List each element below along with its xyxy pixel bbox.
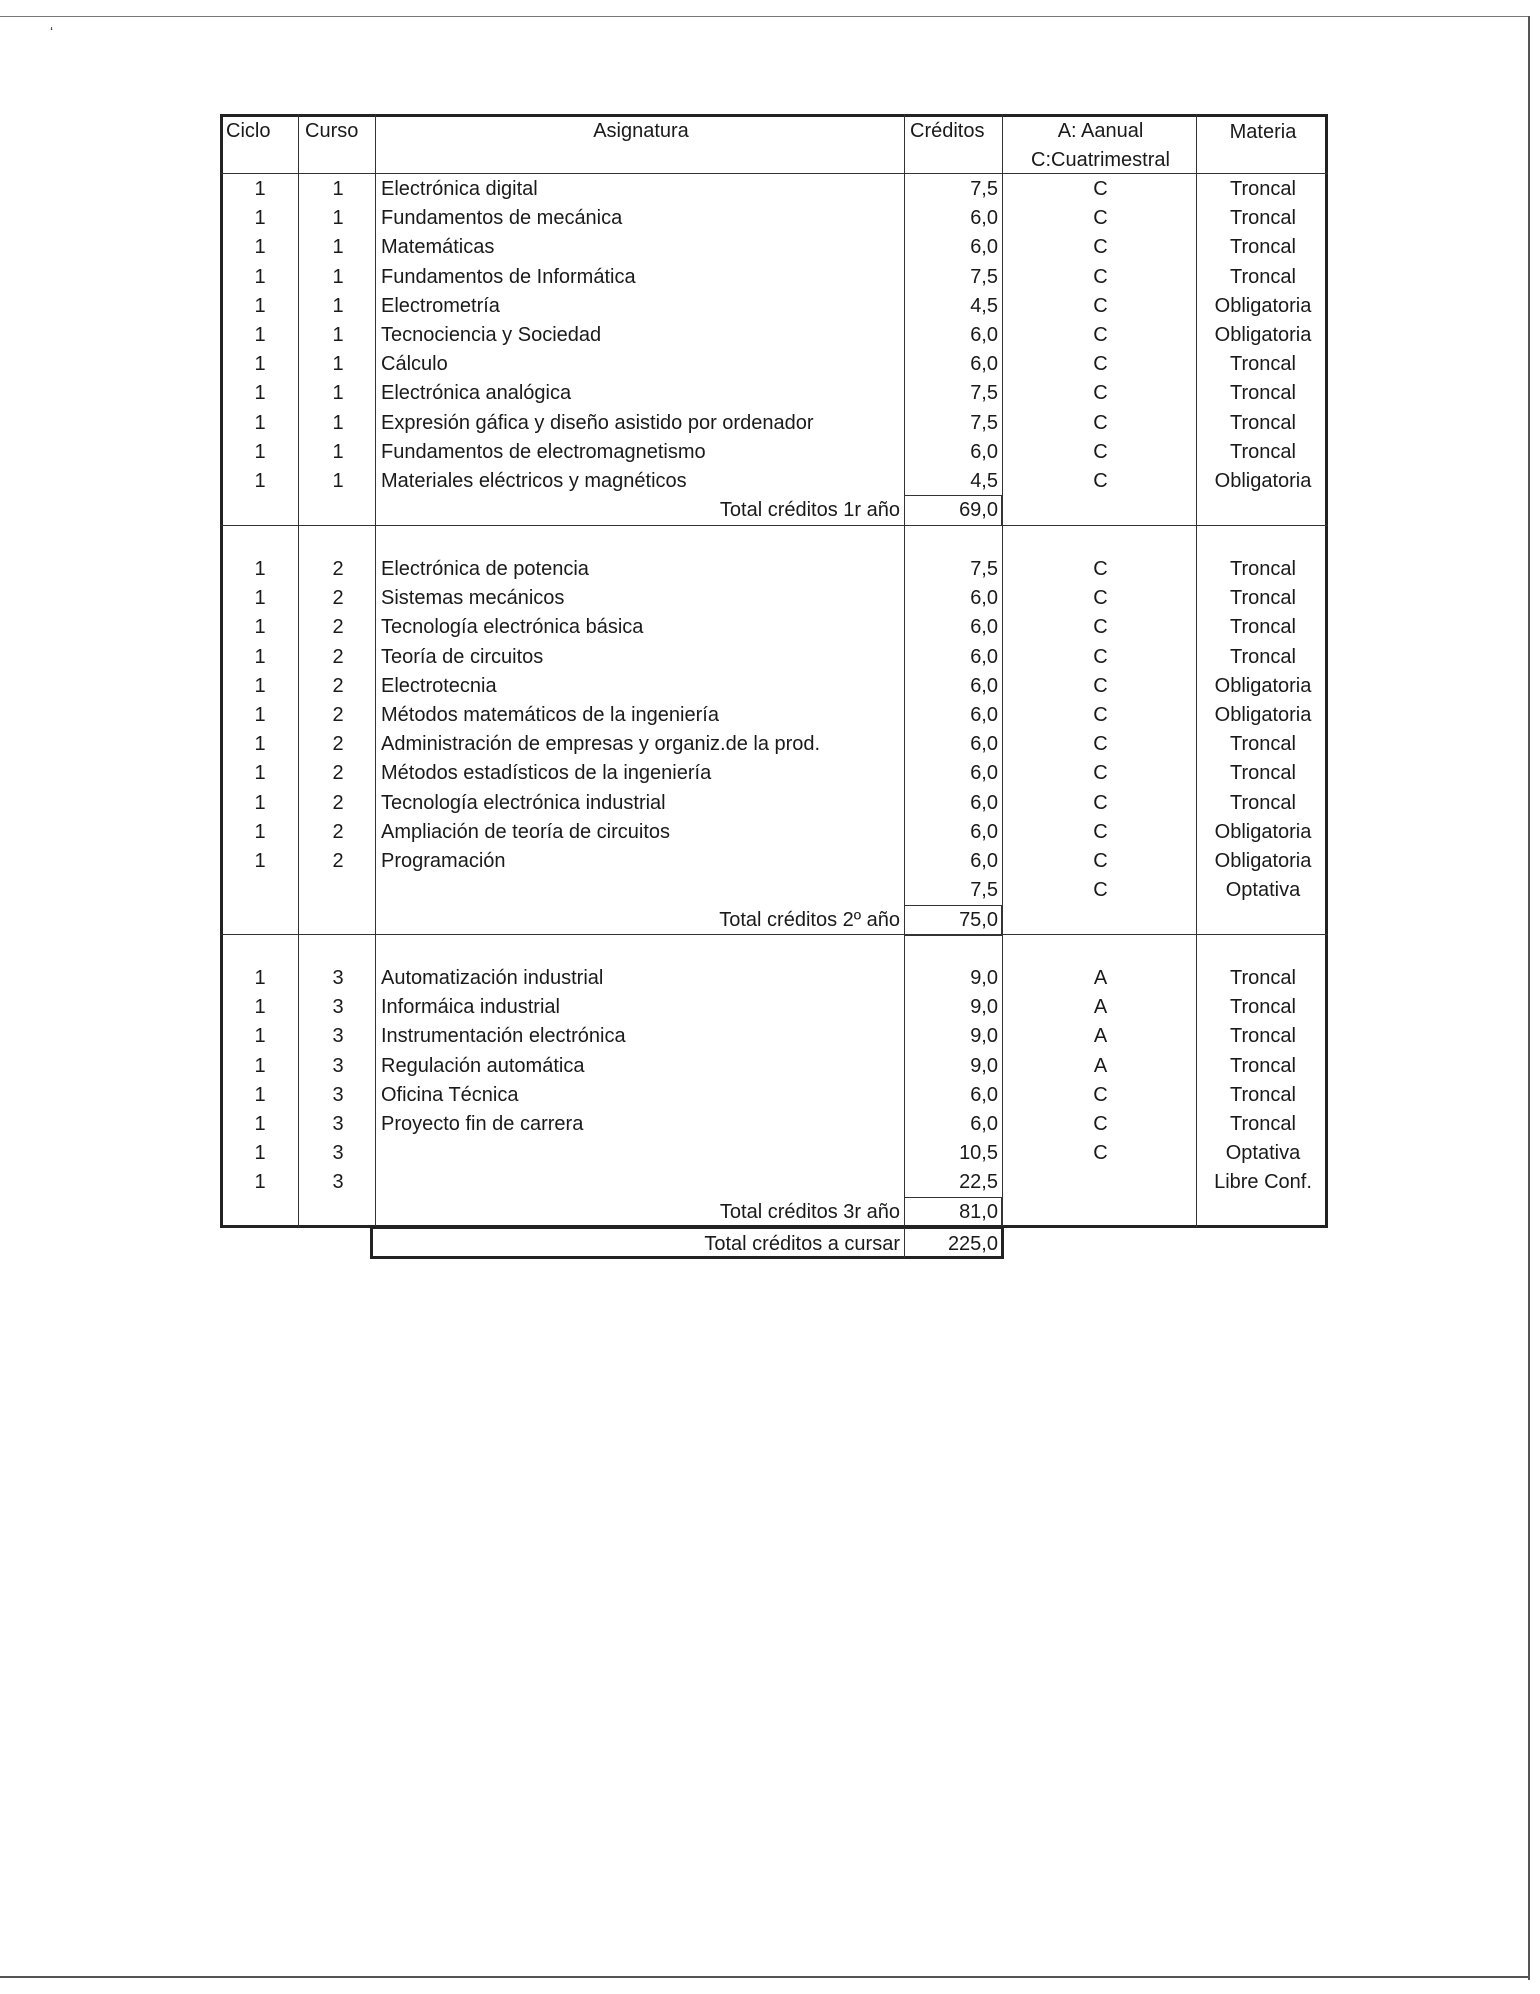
cell-materia: Troncal [1230,791,1296,814]
cell-asignatura [381,1139,901,1168]
cell-curso: 2 [332,791,344,814]
cell-curso: 3 [332,996,344,1019]
cell-materia: Obligatoria [1214,294,1312,317]
cell-materia: Troncal [1230,353,1296,376]
cell-curso: 3 [332,1054,344,1077]
cell-materia: Troncal [1230,616,1296,639]
header-curso: Curso [305,120,359,142]
cell-creditos: 4,5 [970,470,998,492]
cell-asignatura [381,1168,901,1197]
cell-ciclo: 1 [254,178,266,200]
cell-materia: Troncal [1230,236,1296,259]
year1-bottom-rule [220,525,1328,526]
cell-creditos: 10,5 [959,1142,998,1165]
cell-ciclo [220,876,300,905]
page-bottom-edge [0,1976,1529,1978]
cell-tipo: A [1093,967,1108,989]
cell-creditos: 4,5 [970,294,998,317]
cell-creditos: 6,0 [970,236,998,259]
cell-materia: Troncal [1230,207,1296,230]
cell-tipo: C [1093,674,1108,697]
cell-creditos: 6,0 [970,1113,998,1135]
header-asignatura: Asignatura [593,120,689,142]
cell-creditos: 6,0 [970,324,998,346]
cell-tipo: C [1093,382,1108,405]
cell-materia: Troncal [1230,996,1296,1019]
cell-asignatura: Ampliación de teoría de circuitos [381,820,671,843]
total-year1-value: 69,0 [959,499,998,521]
cell-ciclo: 1 [254,1054,266,1077]
cell-asignatura: Materiales eléctricos y magnéticos [381,470,687,492]
cell-asignatura: Sistemas mecánicos [381,587,565,610]
cell-creditos: 9,0 [970,1025,998,1048]
cell-materia: Troncal [1230,265,1296,288]
cell-tipo: C [1093,294,1108,317]
cell-curso: 1 [332,353,344,376]
cell-materia: Obligatoria [1214,850,1312,872]
cell-materia: Troncal [1230,733,1296,756]
header-ciclo: Ciclo [226,120,271,142]
cell-asignatura: Fundamentos de mecánica [381,207,623,230]
cell-creditos: 6,0 [970,645,998,668]
cell-materia: Obligatoria [1214,324,1312,346]
cell-tipo: C [1093,762,1108,785]
cell-creditos: 9,0 [970,1054,998,1077]
cell-asignatura: Electrónica digital [381,178,538,200]
cell-materia: Troncal [1230,1083,1296,1106]
cell-materia: Obligatoria [1214,820,1312,843]
cell-tipo: C [1093,587,1108,610]
cell-materia: Optativa [1225,879,1301,902]
cell-materia: Troncal [1230,1054,1296,1077]
cell-curso: 3 [332,967,344,989]
cell-tipo: C [1093,558,1108,580]
cell-tipo: C [1093,791,1108,814]
cell-ciclo: 1 [254,820,266,843]
cell-tipo: C [1093,1142,1108,1165]
col-divider-asignatura [904,114,905,1228]
cell-asignatura: Fundamentos de Informática [381,265,636,288]
cell-asignatura: Cálculo [381,353,448,376]
cell-creditos: 6,0 [970,587,998,610]
cell-curso: 2 [332,645,344,668]
cell-tipo: C [1093,879,1108,902]
header-tipo-line2: C:Cuatrimestral [1031,149,1170,171]
cell-creditos: 22,5 [959,1171,998,1194]
cell-curso: 1 [332,411,344,434]
cell-curso: 3 [332,1113,344,1135]
total-year3-label: Total créditos 3r año [719,1201,900,1223]
header-materia: Materia [1229,121,1297,143]
cell-creditos: 6,0 [970,674,998,697]
cell-asignatura: Métodos matemáticos de la ingeniería [381,704,719,726]
cell-ciclo: 1 [254,1142,266,1165]
cell-asignatura: Tecnociencia y Sociedad [381,324,602,346]
cell-creditos: 9,0 [970,967,998,989]
cell-asignatura: Electrónica analógica [381,382,572,405]
cell-curso [300,876,376,905]
cell-curso: 2 [332,820,344,843]
cell-curso: 1 [332,382,344,405]
cell-creditos: 6,0 [970,1083,998,1106]
cell-creditos: 7,5 [970,879,998,902]
cell-creditos: 6,0 [970,762,998,785]
cell-asignatura: Administración de empresas y organiz.de la prod. [381,733,821,756]
cell-creditos: 6,0 [970,704,998,726]
cell-tipo: C [1093,645,1108,668]
header-tipo-line1: A: Aanual [1057,120,1144,142]
cell-asignatura: Oficina Técnica [381,1083,519,1106]
cell-tipo: A [1093,1025,1108,1048]
cell-asignatura: Expresión gáfica y diseño asistido por ordenador [381,411,814,434]
cell-ciclo: 1 [254,558,266,580]
cell-curso: 2 [332,587,344,610]
cell-tipo: C [1093,236,1108,259]
cell-ciclo: 1 [254,762,266,785]
total-year1-label: Total créditos 1r año [719,499,900,521]
cell-tipo: C [1093,1083,1108,1106]
grand-total-box [370,1226,1004,1259]
cell-creditos: 6,0 [970,733,998,756]
grand-total-label: Total créditos a cursar [704,1233,900,1255]
cell-materia: Troncal [1230,762,1296,785]
cell-tipo: C [1093,440,1108,463]
total-year2-box [904,905,1002,936]
header-creditos: Créditos [910,120,985,142]
cell-materia: Troncal [1230,382,1296,405]
scan-mark: ʻ [50,24,54,40]
cell-ciclo: 1 [254,674,266,697]
cell-materia: Troncal [1230,558,1296,580]
cell-asignatura: Informáica industrial [381,996,560,1019]
cell-tipo: C [1093,733,1108,756]
year2-bottom-rule [220,934,1328,935]
cell-creditos: 9,0 [970,996,998,1019]
cell-ciclo: 1 [254,850,266,872]
cell-asignatura [381,876,901,905]
cell-materia: Optativa [1225,1142,1301,1165]
cell-tipo: C [1093,1113,1108,1135]
cell-ciclo: 1 [254,294,266,317]
cell-asignatura: Métodos estadísticos de la ingeniería [381,762,712,785]
cell-curso: 2 [332,674,344,697]
cell-materia: Obligatoria [1214,674,1312,697]
cell-curso: 2 [332,733,344,756]
cell-ciclo: 1 [254,1113,266,1135]
cell-tipo: A [1093,1054,1108,1077]
cell-materia: Troncal [1230,967,1296,989]
cell-tipo [1003,1168,1198,1197]
cell-curso: 1 [332,440,344,463]
cell-ciclo: 1 [254,996,266,1019]
cell-curso: 1 [332,178,344,200]
cell-creditos: 7,5 [970,382,998,405]
header-bottom-rule [220,173,1328,174]
cell-asignatura: Electrotecnia [381,674,497,697]
cell-asignatura: Electrometría [381,294,500,317]
cell-tipo: C [1093,411,1108,434]
cell-tipo: C [1093,820,1108,843]
cell-curso: 3 [332,1142,344,1165]
cell-curso: 1 [332,470,344,492]
cell-creditos: 7,5 [970,558,998,580]
cell-curso: 2 [332,558,344,580]
cell-materia: Troncal [1230,645,1296,668]
cell-creditos: 6,0 [970,820,998,843]
cell-asignatura: Regulación automática [381,1054,585,1077]
cell-ciclo: 1 [254,616,266,639]
cell-tipo: C [1093,470,1108,492]
cell-curso: 3 [332,1171,344,1194]
cell-tipo: C [1093,178,1108,200]
cell-creditos: 6,0 [970,850,998,872]
cell-asignatura: Proyecto fin de carrera [381,1113,584,1135]
cell-tipo: A [1093,996,1108,1019]
cell-materia: Troncal [1230,1025,1296,1048]
cell-ciclo: 1 [254,1171,266,1194]
cell-materia: Troncal [1230,440,1296,463]
cell-ciclo: 1 [254,791,266,814]
cell-creditos: 7,5 [970,265,998,288]
cell-ciclo: 1 [254,704,266,726]
cell-tipo: C [1093,850,1108,872]
cell-tipo: C [1093,207,1108,230]
cell-ciclo: 1 [254,207,266,230]
cell-materia: Troncal [1230,587,1296,610]
grand-total-divider [904,1228,905,1258]
total-year2-label: Total créditos 2º año [719,909,900,931]
cell-tipo: C [1093,265,1108,288]
cell-asignatura: Teoría de circuitos [381,645,544,668]
cell-ciclo: 1 [254,967,266,989]
cell-curso: 2 [332,762,344,785]
cell-materia: Troncal [1230,178,1296,200]
cell-creditos: 6,0 [970,440,998,463]
cell-creditos: 7,5 [970,411,998,434]
cell-ciclo: 1 [254,733,266,756]
cell-tipo: C [1093,324,1108,346]
cell-curso: 2 [332,704,344,726]
cell-asignatura: Tecnología electrónica básica [381,616,644,639]
cell-curso: 1 [332,236,344,259]
cell-ciclo: 1 [254,265,266,288]
cell-curso: 1 [332,265,344,288]
cell-asignatura: Fundamentos de electromagnetismo [381,440,706,463]
cell-curso: 1 [332,294,344,317]
cell-materia: Obligatoria [1214,704,1312,726]
cell-creditos: 6,0 [970,616,998,639]
cell-materia: Obligatoria [1214,470,1312,492]
cell-ciclo: 1 [254,1083,266,1106]
cell-ciclo: 1 [254,411,266,434]
cell-curso: 1 [332,207,344,230]
cell-asignatura: Matemáticas [381,236,495,259]
total-year3-value: 81,0 [959,1201,998,1223]
cell-asignatura: Electrónica de potencia [381,558,589,580]
cell-asignatura: Automatización industrial [381,967,604,989]
cell-tipo: C [1093,616,1108,639]
cell-ciclo: 1 [254,587,266,610]
cell-curso: 2 [332,616,344,639]
cell-materia: Troncal [1230,1113,1296,1135]
page-top-edge [0,16,1529,17]
cell-asignatura: Programación [381,850,506,872]
cell-ciclo: 1 [254,1025,266,1048]
cell-ciclo: 1 [254,353,266,376]
cell-curso: 3 [332,1083,344,1106]
cell-materia: Troncal [1230,411,1296,434]
total-year1-box [904,495,1002,526]
cell-curso: 3 [332,1025,344,1048]
cell-creditos: 6,0 [970,207,998,230]
cell-ciclo: 1 [254,645,266,668]
total-year2-value: 75,0 [959,909,998,931]
cell-asignatura: Tecnología electrónica industrial [381,791,666,814]
grand-total-value: 225,0 [947,1233,998,1255]
page-right-edge [1528,16,1530,1980]
cell-curso: 1 [332,324,344,346]
total-year3-box [904,1197,1002,1228]
cell-materia: Libre Conf. [1214,1171,1312,1194]
cell-ciclo: 1 [254,382,266,405]
cell-creditos: 6,0 [970,791,998,814]
cell-ciclo: 1 [254,440,266,463]
cell-creditos: 6,0 [970,353,998,376]
cell-tipo: C [1093,353,1108,376]
cell-creditos: 7,5 [970,178,998,200]
cell-ciclo: 1 [254,324,266,346]
cell-asignatura: Instrumentación electrónica [381,1025,626,1048]
cell-curso: 2 [332,850,344,872]
cell-ciclo: 1 [254,236,266,259]
cell-tipo: C [1093,704,1108,726]
cell-ciclo: 1 [254,470,266,492]
